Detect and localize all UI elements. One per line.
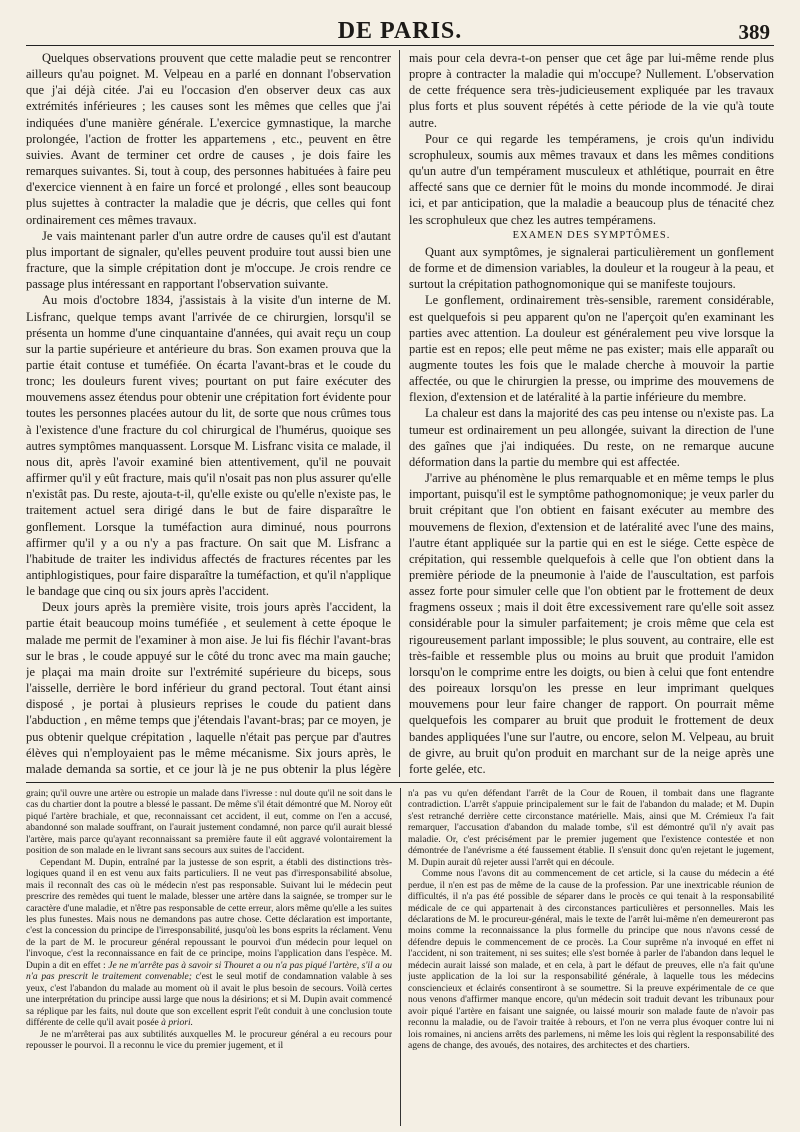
- paragraph: n'a pas vu qu'en défendant l'arrêt de la Cour de Rouen, il tombait dans une flagrante contradiction. L'arrêt s'appuie principalement sur le fait de l'abandon du malade; et M. Dupin s'est retranché derrière cette circonstance matérielle. Mais, ainsi que M. Crémieux l'a fait remarquer, l'accusation d'abandon du malade tombe, s'il est démontré qu'il n'y avait pas maladie. Or, c'est précisément par le premier jugement que l'existence contestée et non démontrée de l'anévrisme a été faussement établie. Il s'ensuit donc qu'en rejetant le jugement, M. Dupin aurait dû rejeter aussi l'arrêt qui en découle.: [408, 788, 774, 868]
- paragraph: Le gonflement, ordinairement très-sensible, rarement considérable, est quelquefois si peu apparent qu'on ne l'aperçoit qu'en examinant les parties avec attention. La douleur est généralement peu vive lorsque la partie est en repos; elle peut même ne pas exister; mais elle apparaît ou augmente toutes les fois que le malade cherche à mouvoir la partie affectée, ou que le chirurgien la presse, ou imprime des mouvemens de flexion, d'extension et de latéralité à la partie inférieure du membre.: [409, 293, 774, 405]
- lower-right-column: [408, 788, 774, 1126]
- quotation: Je ne m'arrête pas à savoir si Thouret a ou n'a pas piqué l'artère, s'il a ou n'a pas prescrit le traitement convenable;: [26, 959, 392, 983]
- running-title: DE PARIS.: [337, 18, 463, 44]
- paragraph: La chaleur est dans la majorité des cas peu intense ou n'existe pas. La tumeur est ordinairement un peu allongée, suivant la direction de l'une des gaînes que j'ai indiquées. Du reste, on ne remarque aucune déformation dans la partie du membre qui est affectée.: [409, 406, 774, 469]
- upper-right-column: [409, 50, 774, 777]
- paragraph: grain; qu'il ouvre une artère ou estropie un malade dans l'ivresse : nul doute qu'il ne soit dans le cas du chartier dont la poutre a blessé le passant. De même s'il était démontré que M. Noroy eût piqué l'artère brachiale, et que, reconnaissant cet accident, il eut, comme on l'en a accusé, abandonné son malade souffrant, on l'aurait justement condamné, non parce qu'il aurait blessé l'artère, mais parce qu'ayant reconnaissant sa première faute il eût aggravé volontairement la position de son malade en le livrant sans secours aux suites de l'accident.: [26, 788, 392, 857]
- header-rule: [26, 45, 774, 46]
- latin-phrase: à priori.: [161, 1017, 193, 1029]
- section-heading-symptoms: EXAMEN DES SYMPTÔMES.: [512, 229, 671, 241]
- page-number: 389: [738, 20, 770, 44]
- paragraph-text: c'est le seul motif de condamnation valable à ses yeux, c'est l'abandon du malade au moment où il avait le plus besoin de secours. Voilà certes une interprétation du principe aussi large que nous la désirions; et si M. Dupin avait commencé sa réplique par les faits, nul doute que son excellent esprit l'eût conduit à une conclusion toute différente de celle qu'il avait posée: [26, 971, 392, 1029]
- paragraph: mais pour cela devra-t-on penser que cet âge par lui-même rende plus propre à contracter la maladie qui m'occupe? Nullement. L'observation de cette fréquence sera très-judicieusement expliquée par les travaux plus forts et plus souvent répétés à cette période de la vie qu'à toute autre.: [409, 51, 774, 130]
- page-header: [26, 18, 774, 44]
- paragraph: Deux jours après la première visite, trois jours après l'accident, la partie était beaucoup moins tuméfiée , et seulement à cette époque le malade me permit de l'examiner à mon aise. Je lui fis fléchir l'avant-bras sur le bras , le coude appuyé sur le côté du tronc avec ma main gauche; je plaçai ma main droite sur l'extrémité supérieure du biceps, sous l'aisselle, derrière le bord inférieur du grand pectoral. Tout étant ainsi disposé , je portai à plusieurs reprises le coude du patient dans l'abduction , en même temps que j'étendais l'avant-bras; par ce moyen, je pus obtenir quelque crépitation , laquelle n'était pas perçue par d'autres élèves qui n'employaient pas le même mécanisme. Six jours après, le malade demanda sa sortie, et ce jour là je ne pus obtenir la plus légère: [26, 600, 391, 776]
- paragraph: [26, 857, 392, 1029]
- paragraph: Pour ce qui regarde les tempéramens, je crois qu'un individu scrophuleux, soumis aux mêmes travaux et dans les mêmes conditions qu'un autre d'un tempérament musculeux et athlétique, pourrait en être affecté sans que ce dernier fût le moins du monde incommodé. Je dirai ici, et par anticipation, que la maladie a beaucoup plus de ténacité chez les scrophuleux que chez les autres tempéramens.: [409, 131, 774, 227]
- lower-column-divider: [400, 788, 401, 1126]
- paragraph: J'arrive au phénomène le plus remarquable et en même temps le plus important, puisqu'il est le symptôme pathognomonique; je veux parler du bruit crépitant que l'on obtient en faisant exécuter au membre des mouvemens de flexion, d'extension et de latéralité avec l'une des mains, l'autre étant appliquée sur la partie qui en est le siége. Cette espèce de crépitation, qui ressemble quelquefois à celle que l'on obtient dans la première période de la pneumonie à l'aide de l'auscultation, est parfois assez forte pour simuler celle que l'on obtient par le frottement de deux fragmens osseux ; mais il doit être excessivement rare qu'elle soit assez considérable pour la simuler parfaitement; je crois même que cela est rigoureusement parlant impossible; le plus souvent, au contraire, elle est très-faible et ressemble plus ou moins au bruit que produit l'amidon lorsqu'on le comprime entre les doigts, ou bien à celui que font entendre des poireaux lorsqu'on les presse en leur imprimant quelques mouvemens pour leur faire changer de rapport. On pourrait même quelquefois les comparer au bruit que produit le frottement de deux bandes appliquées l'une sur l'autre, ou encore, selon M. Velpeau, au bruit de givre, au bruit qu'on produit en marchant sur de la neige après une forte gelée, etc.: [409, 471, 774, 776]
- paragraph: Je vais maintenant parler d'un autre ordre de causes qu'il est d'autant plus important de signaler, qu'elles peuvent produire tout aussi bien une fracture, que la simple crépitation dont je m'occupe. Je crois rendre ce passage plus intéressant en rapportant l'observation suivante.: [26, 228, 391, 292]
- paragraph: Au mois d'octobre 1834, j'assistais à la visite d'un interne de M. Lisfranc, quelque temps avant l'arrivée de ce chirurgien, lorsqu'il se présenta un homme d'une cinquantaine d'années, qui avait reçu un coup sur la partie supérieure et antérieure du bras. Son examen prouva que la partie était contuse et tuméfiée. On écarta l'avant-bras et le coude du tronc; les douleurs furent vives; pourtant on put faire exécuter des mouvemens assez étendus pour obtenir une crépitation fort évidente pour toutes les personnes placées autour du lit, de sorte que nous crûmes tous à l'existence d'une fracture du col chirurgical de l'humérus, quoique ses autres symptômes manquassent. Lorsque M. Lisfranc visita ce malade, il nous dit, après l'avoir examiné bien attentivement, qu'il ne pouvait affirmer qu'il y eût fracture, mais qu'il n'osait pas non plus assurer qu'elle n'existât pas. Du reste, ajouta-t-il, qu'elle existe ou qu'elle n'existe pas, le traitement actuel sera dirigé dans le but de faire disparaître le gonflement. Lorsque la tuméfaction aura diminué, nous pourrons affirmer qu'il y a ou n'y a pas fracture. On sait que M. Lisfranc a l'habitude de traiter les individus affectés de fractures récentes par les antiphlogistiques, pour faire disparaître la tuméfaction, et qu'il n'applique le bandage que cinq ou six jours après l'accident.: [26, 293, 391, 599]
- column-divider: [399, 50, 400, 777]
- section-rule: [26, 782, 774, 783]
- lower-left-column: [26, 788, 392, 1126]
- paragraph: Comme nous l'avons dit au commencement de cet article, si la cause du médecin a été perdue, il n'en est pas de même de la cause de la profession. Par une inextricable réunion de difficultés, il n'a pas été possible de séparer dans le procès ce qui tenait à la responsabilité médicale de ce qui appartenait à des circonstances particulières et personnelles. Mais les déclarations de M. le procureur-général, mais le texte de l'arrêt lui-même n'en demeureront pas moins comme la reconnaissance la plus formelle du principe que nous n'avons cessé de défendre depuis le commencement de ce procès. La Cour suprême n'a invoqué en effet ni l'accident, ni son traitement, ni ses suites; elle s'est bornée à parler de l'abandon dans lequel le médecin aurait laissé son malade, et en cela, à part le défaut de preuves, elle n'a fait qu'une juste application de la loi sur la responsabilité générale, à laquelle tous les médecins consciencieux et éclairés consentiront à se soumettre. Si la preuve expérimentale de ce que nous venons d'affirmer manque encore, qu'un médecin soit traduit devant les tribunaux pour avoir piqué l'artère en faisant une saignée, ou laissé mourir son malade faute de n'avoir pas reconnu la maladie, ou de l'avoir traitée à rebours, et l'on ne verra plus évoquer contre lui ni lois romaines, ni anciens arrêts des parlemens, ni même les lois qui règlent la responsabilité des agens de change, des avoués, des notaires, des architectes et des chartiers.: [408, 868, 774, 1051]
- paragraph: Quelques observations prouvent que cette maladie peut se rencontrer ailleurs qu'au poignet. M. Velpeau en a parlé en donnant l'observation que j'ai déjà citée. J'ai eu l'occasion d'en observer deux cas aux extrémités inférieures ; les causes sont les mêmes que celles que j'ai indiquées d'une manière générale. L'exercice gymnastique, la marche prolongée, l'action de frotter les appartemens , etc., peuvent en être suivies. Avant de terminer cet ordre de causes , je dois faire les remarques suivantes. Si, tout à coup, des personnes habituées à faire peu d'exercice viennent à en faire un forcé et prolongé , elles sont beaucoup plus sujettes à contracter la maladie que je décris, que celles qui font ordinairement ces mêmes travaux.: [26, 51, 391, 227]
- paragraph-text: Cependant M. Dupin, entraîné par la justesse de son esprit, a établi des distinctions très-logiques quand il en est venu aux faits particuliers. Il ne veut pas d'irresponsabilité absolue, mais il reconnaît des cas où le médecin n'est pas responsable. Suivant lui le médecin peut prescrire des remèdes qui tuent le malade, blesser une artère dans la saignée, se tromper sur le caractère d'une maladie, et n'être pas responsable de cette erreur, alors même qu'elle a les suites les plus funestes. Mais nous ne demandons pas autre chose. Cette déclaration est importante, c'est la concession du principe de l'irresponsabilité, jusqu'où les bons esprits la réclament. Venu de la part de M. le procureur général repoussant le pourvoi d'un médecin pour lequel on l'invoque, c'est la reconnaissance en fait de ce principe, moins l'application dans l'espèce. M. Dupin a dit en effet :: [26, 856, 392, 971]
- upper-article: [26, 50, 774, 777]
- upper-left-column: [26, 50, 391, 777]
- paragraph: Je ne m'arrêterai pas aux subtilités auxquelles M. le procureur général a eu recours pour repousser le pourvoi. Il a reconnu le vice du premier jugement, et il: [26, 1028, 392, 1051]
- paragraph: Quant aux symptômes, je signalerai particulièrement un gonflement de forme et de dimension variables, la douleur et la rougeur à la peau, et surtout la crépitation pathognomonique qui se manifeste toujours.: [409, 244, 774, 292]
